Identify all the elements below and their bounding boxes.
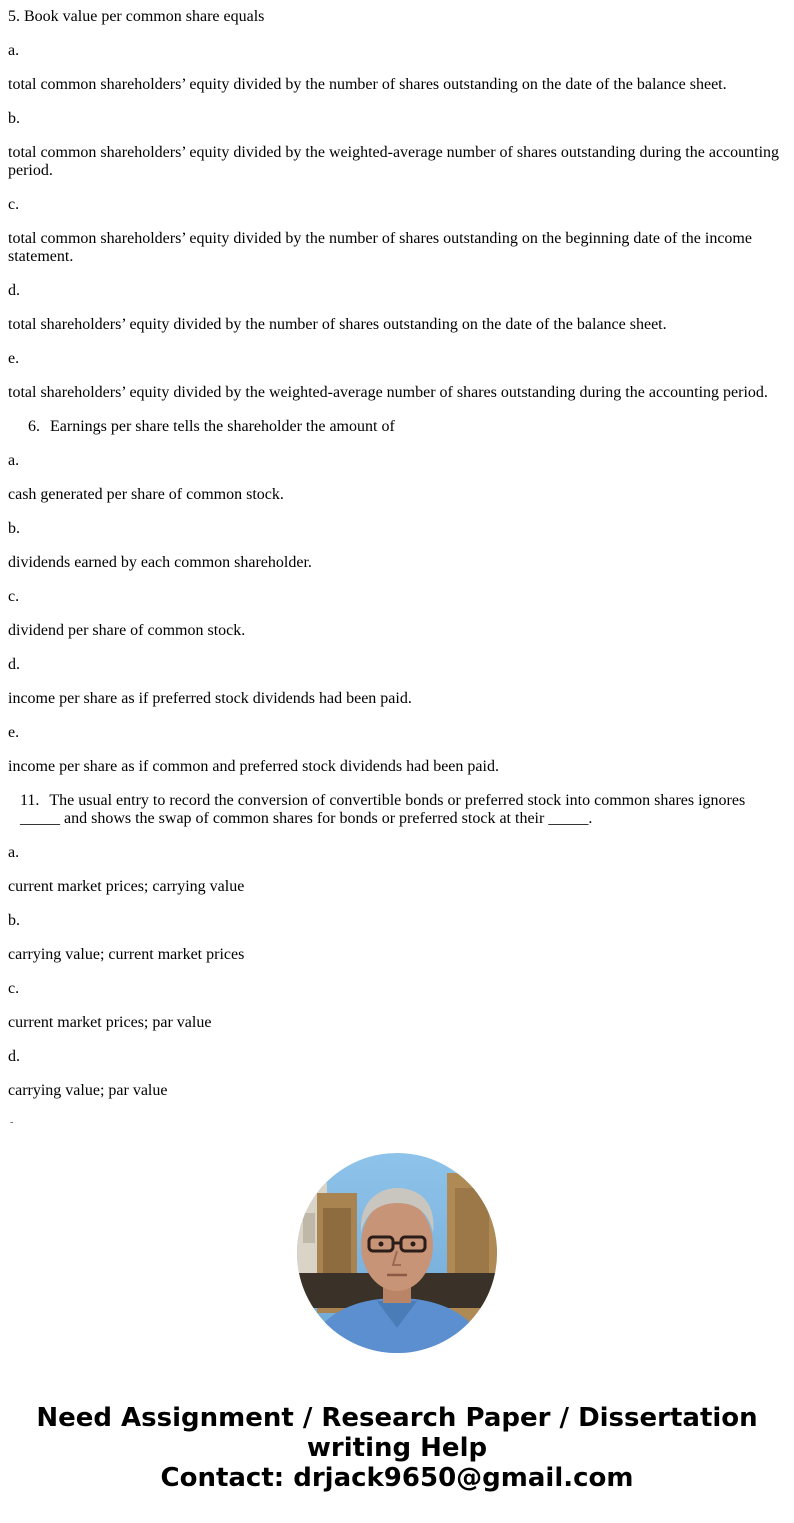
option-letter: e.: [8, 350, 20, 367]
option-text: income per share as if common and preferred stock dividends had been paid.: [8, 758, 499, 775]
banner-line: Need Assignment / Research Paper / Dissertation: [36, 1403, 758, 1433]
question-5: 5. Book value per common share equals: [8, 8, 265, 25]
option-letter: d.: [8, 282, 20, 299]
option-letter: b.: [8, 110, 20, 127]
option-text: total shareholders’ equity divided by the number of shares outstanding on the date of the balance sheet.: [8, 316, 667, 333]
option-letter: b.: [8, 520, 20, 537]
option-text: current market prices; carrying value: [8, 878, 245, 895]
option-letter: e.: [8, 724, 20, 741]
help-banner: [0, 1403, 794, 1493]
question-text: Earnings per share tells the shareholder the amount of: [50, 418, 395, 435]
option-letter: d.: [8, 1048, 20, 1065]
question-text: The usual entry to record the conversion of convertible bonds or preferred stock into common shares ignores _____ and shows the swap of common shares for bonds or preferred stock at their _____.: [20, 792, 746, 827]
option-text: total common shareholders’ equity divided by the weighted-average number of shares outstanding during the accounting period.: [8, 144, 780, 179]
banner-line: writing Help: [306, 1433, 488, 1463]
banner-contact: Contact: drjack9650@gmail.com: [160, 1463, 634, 1493]
option-text: current market prices; par value: [8, 1014, 212, 1031]
avatar: [297, 1153, 497, 1353]
question-number: 6.: [28, 418, 40, 435]
option-letter: a.: [8, 42, 20, 59]
option-text: total common shareholders’ equity divided by the number of shares outstanding on the date of the balance sheet.: [8, 76, 727, 93]
option-letter: d.: [8, 656, 20, 673]
option-letter: c.: [8, 588, 20, 605]
option-letter: a.: [8, 844, 20, 861]
option-text: total shareholders’ equity divided by the weighted-average number of shares outstanding during the accounting period.: [8, 384, 768, 401]
option-text: carrying value; par value: [8, 1082, 168, 1099]
document-body: [8, 8, 786, 1116]
option-text: total common shareholders’ equity divided by the number of shares outstanding on the beginning date of the income statement.: [8, 230, 752, 265]
option-text: cash generated per share of common stock.: [8, 486, 284, 503]
option-text: dividend per share of common stock.: [8, 622, 246, 639]
option-letter: c.: [8, 980, 20, 997]
question-number: 11.: [20, 792, 40, 809]
trailing-mark: -: [10, 1117, 14, 1128]
option-text: carrying value; current market prices: [8, 946, 245, 963]
option-text: dividends earned by each common shareholder.: [8, 554, 312, 571]
option-text: income per share as if preferred stock dividends had been paid.: [8, 690, 412, 707]
person-portrait-icon: [297, 1153, 497, 1353]
option-letter: b.: [8, 912, 20, 929]
question-11: [8, 792, 786, 828]
question-6: [8, 418, 786, 436]
option-letter: a.: [8, 452, 20, 469]
option-letter: c.: [8, 196, 20, 213]
